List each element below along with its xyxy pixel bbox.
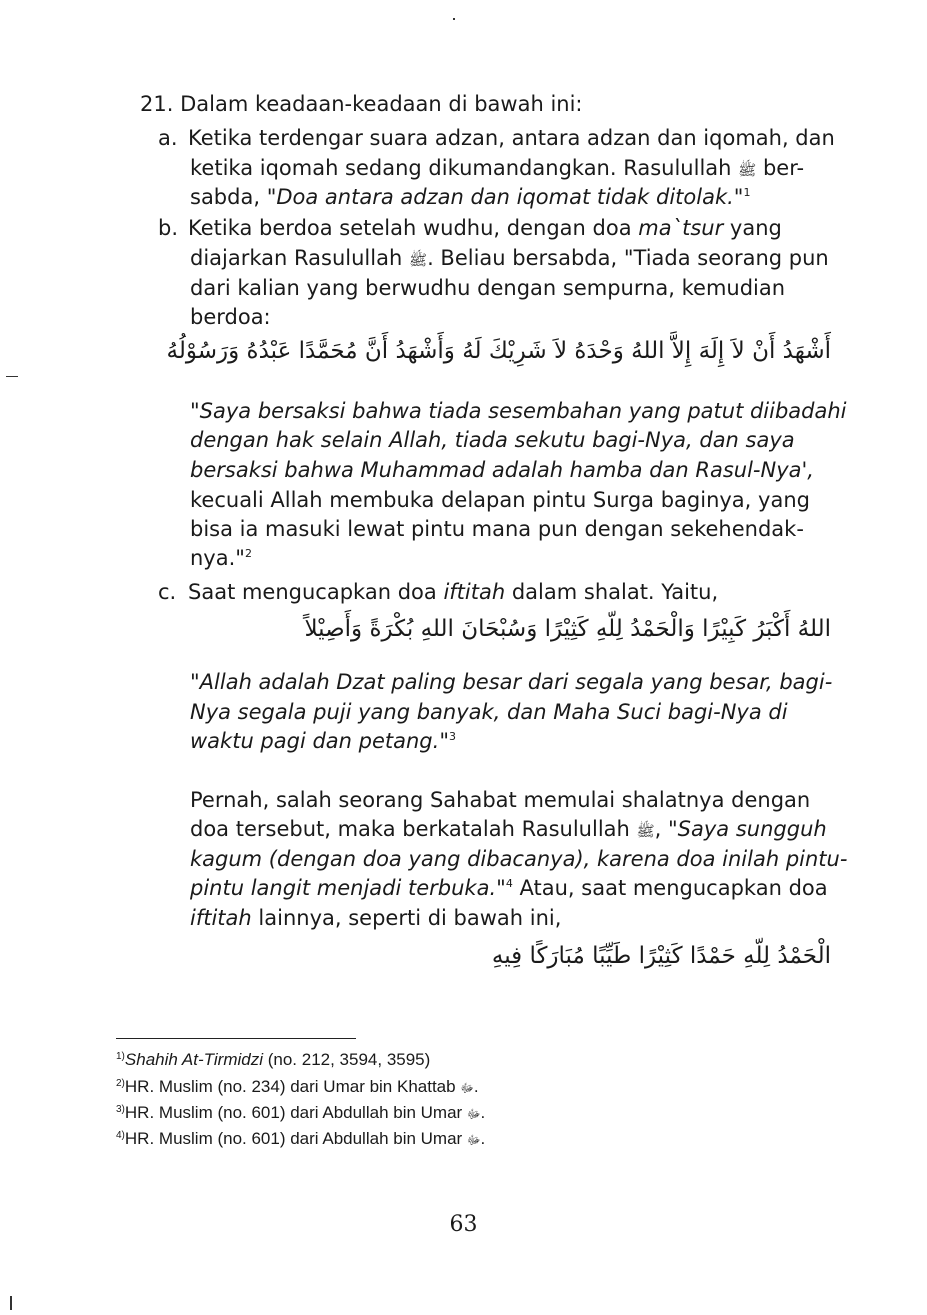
item-b-line-3: dari kalian yang berwudhu dengan sempurna, kemudian <box>190 276 786 300</box>
page-number: 63 <box>449 1212 478 1237</box>
footnote-3-dot: . <box>480 1103 486 1122</box>
item-a-line-2 <box>190 154 826 184</box>
item-b-line-2 <box>190 244 829 274</box>
saw-honorific: ﷺ <box>408 251 428 269</box>
para-line-2-a: doa tersebut, maka berkatalah Rasulullah <box>190 817 630 841</box>
para-line-1: Pernah, salah seorang Sahabat memulai shalatnya dengan <box>190 788 811 812</box>
item-b-text-6-body: nya." <box>190 546 245 570</box>
quote-open: sabda, " <box>190 185 277 209</box>
term-iftitah-2: iftitah <box>190 906 252 930</box>
footnote-ref-2: 2 <box>244 547 252 560</box>
saw-honorific: ﷺ <box>738 161 757 179</box>
para-line-5 <box>190 904 561 932</box>
footnote-ref-1: 1 <box>743 186 751 199</box>
term-matsur: ma`tsur <box>638 216 724 240</box>
footnote-2-text: HR. Muslim (no. 234) dari Umar bin Khattab <box>124 1077 456 1096</box>
footnote-4-text: HR. Muslim (no. 601) dari Abdullah bin Umar <box>124 1129 463 1148</box>
translation-b-2: dengan hak selain Allah, tiada sekutu bagi-Nya, dan saya <box>190 428 795 452</box>
ra-honorific: ﷻ <box>466 1107 481 1121</box>
para-line-4 <box>190 874 828 902</box>
scan-speck <box>6 376 18 377</box>
translation-c-3 <box>190 727 456 755</box>
footnote-1-source: Shahih At-Tirmidzi <box>124 1050 263 1069</box>
saw-honorific: ﷺ <box>636 822 655 840</box>
footnote-1-num: 1) <box>116 1051 125 1062</box>
arabic-iftitah-2: الْحَمْدُ لِلّهِ حَمْدًا كَثِيْرًا طَيِّبًا مُبَارَكًا فِيهِ <box>491 943 831 969</box>
item-a-text-2b: ber- <box>762 156 805 180</box>
para-line-2-quote: Saya sungguh <box>677 817 827 841</box>
footnote-1 <box>116 1049 430 1071</box>
footnote-4-dot: . <box>480 1129 486 1148</box>
item-21-intro: Dalam keadaan-keadaan di bawah ini: <box>180 92 583 116</box>
translation-b-3: bersaksi bahwa Muhammad adalah hamba dan Rasul-Nya', <box>190 458 814 482</box>
item-b-text-2: diajarkan Rasulullah <box>190 246 403 270</box>
scan-speck <box>453 18 455 20</box>
item-b-text-1b: yang <box>729 216 782 240</box>
item-b-label: b. <box>158 216 179 240</box>
item-c-line-1 <box>158 578 718 606</box>
translation-c-2: Nya segala puji yang banyak, dan Maha Suci bagi-Nya di <box>190 700 788 724</box>
item-a-text-2: ketika iqomah sedang dikumandangkan. Rasulullah <box>190 156 732 180</box>
translation-c-3-body: waktu pagi dan petang." <box>190 729 449 753</box>
footnote-3 <box>116 1102 485 1125</box>
item-a-line-3 <box>190 183 750 211</box>
item-21-line <box>140 90 583 118</box>
item-b-line-4: berdoa: <box>190 305 271 329</box>
footnote-2 <box>116 1076 479 1099</box>
footnote-4-num: 4) <box>116 1130 125 1141</box>
item-a-line-1 <box>158 124 835 152</box>
translation-c-1: "Allah adalah Dzat paling besar dari segala yang besar, bagi- <box>190 670 833 694</box>
item-a-label: a. <box>158 126 178 150</box>
term-iftitah: iftitah <box>443 580 506 604</box>
para-line-4-b: Atau, saat mengucapkan doa <box>519 876 828 900</box>
footnote-3-text: HR. Muslim (no. 601) dari Abdullah bin Umar <box>124 1103 463 1122</box>
para-line-4-quote: pintu langit menjadi terbuka. <box>190 876 497 900</box>
item-b-text-2b: . Beliau bersabda, "Tiada seorang pun <box>427 246 829 270</box>
footnote-4 <box>116 1128 485 1151</box>
arabic-shahada: أَشْهَدُ أَنْ لاَ إِلَهَ إِلاَّ اللهُ وَحْدَهُ لاَ شَرِيْكَ لَهُ وَأَشْهَدُ أَنَّ مُحَمَّدًا عَبْدُهُ وَرَسُوْلُهُ <box>166 338 831 364</box>
footnote-1-text: (no. 212, 3594, 3595) <box>263 1050 431 1069</box>
para-line-2-b: , " <box>654 817 678 841</box>
footnote-ref-3: 3 <box>448 730 456 743</box>
scan-speck <box>10 1296 12 1310</box>
footnote-ref-4: 4 <box>505 877 513 890</box>
para-line-2 <box>190 815 827 845</box>
para-line-4-q: " <box>496 876 506 900</box>
item-a-text-1: Ketika terdengar suara adzan, antara adzan dan iqomah, dan <box>188 126 835 150</box>
para-line-5-b: lainnya, seperti di bawah ini, <box>258 906 562 930</box>
translation-b-1: "Saya bersaksi bahwa tiada sesembahan yang patut diibadahi <box>190 399 847 423</box>
item-c-label: c. <box>158 580 177 604</box>
quote-close: " <box>733 185 744 209</box>
hadith-quote-a: Doa antara adzan dan iqomat tidak ditolak. <box>276 185 734 209</box>
arabic-iftitah-1: اللهُ أَكْبَرُ كَبِيْرًا وَالْحَمْدُ لِلّهِ كَثِيْرًا وَسُبْحَانَ اللهِ بُكْرَةً وَأَصِيْلاً <box>304 616 831 642</box>
item-b-line-1 <box>158 214 782 242</box>
ra-honorific: ﷻ <box>466 1133 481 1147</box>
footnote-2-num: 2) <box>116 1078 125 1089</box>
item-b-text-1: Ketika berdoa setelah wudhu, dengan doa <box>188 216 632 240</box>
item-c-text-1b: dalam shalat. Yaitu, <box>511 580 719 604</box>
item-21-number: 21. <box>140 92 174 116</box>
para-line-3: kagum (dengan doa yang dibacanya), karena doa inilah pintu- <box>190 847 848 871</box>
footnote-3-num: 3) <box>116 1104 125 1115</box>
item-b-text-5: bisa ia masuki lewat pintu mana pun dengan sekehendak- <box>190 517 804 541</box>
footnote-2-dot: . <box>473 1077 479 1096</box>
item-b-text-6 <box>190 544 252 572</box>
footnote-rule <box>116 1038 356 1039</box>
ra-honorific: ﷻ <box>460 1081 474 1095</box>
item-b-text-4: kecuali Allah membuka delapan pintu Surga baginya, yang <box>190 488 810 512</box>
item-c-text-1: Saat mengucapkan doa <box>188 580 437 604</box>
